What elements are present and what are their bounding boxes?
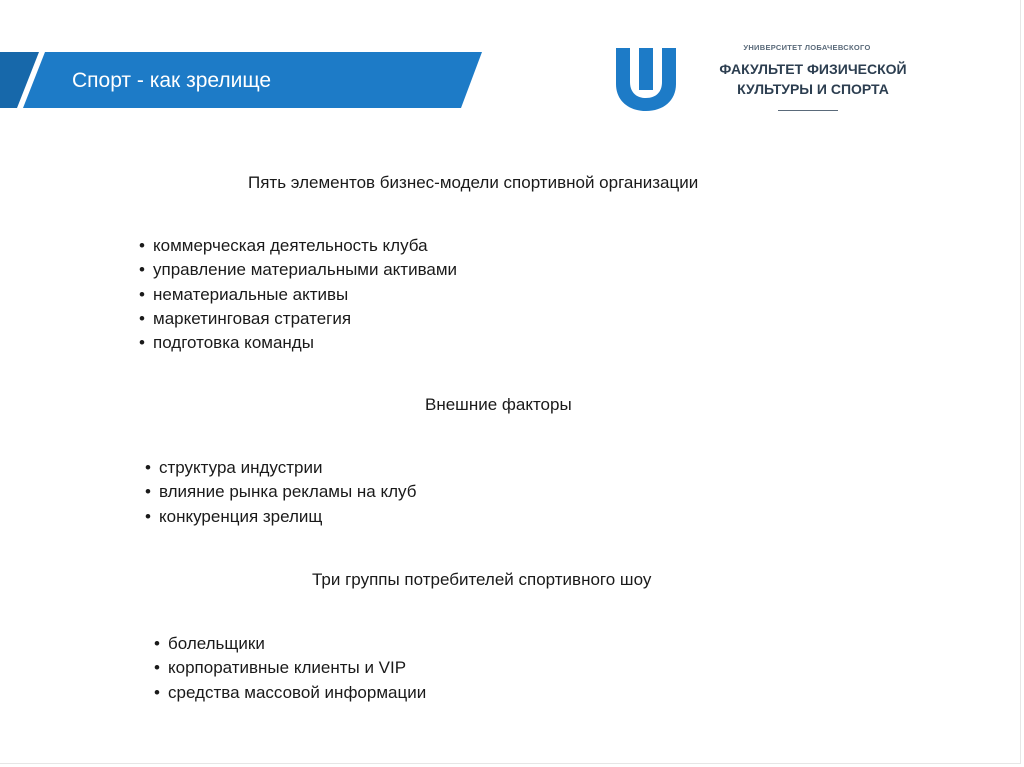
- business-model-list: [139, 234, 457, 355]
- list-item: • влияние рынка рекламы на клуб: [145, 480, 416, 504]
- logo-university-name: УНИВЕРСИТЕТ ЛОБАЧЕВСКОГО: [743, 43, 871, 52]
- list-item: • корпоративные клиенты и VIP: [154, 656, 426, 680]
- university-u-logo-icon: [614, 46, 678, 117]
- list-item: • нематериальные активы: [139, 283, 457, 307]
- external-factors-list: [145, 456, 416, 529]
- list-item: • средства массовой информации: [154, 681, 426, 705]
- slide-title: Спорт - как зрелище: [72, 69, 272, 92]
- list-item: • подготовка команды: [139, 331, 457, 355]
- logo-underline: [778, 110, 838, 111]
- section-heading-external-factors: Внешние факторы: [425, 395, 572, 414]
- section-heading-consumer-groups: Три группы потребителей спортивного шоу: [312, 570, 652, 589]
- list-item: • болельщики: [154, 632, 426, 656]
- list-item: • маркетинговая стратегия: [139, 307, 457, 331]
- logo-faculty-line-2: КУЛЬТУРЫ И СПОРТА: [737, 81, 889, 97]
- list-item: • управление материальными активами: [139, 258, 457, 282]
- consumer-groups-list: [154, 632, 426, 705]
- section-heading-business-model: Пять элементов бизнес-модели спортивной организации: [248, 173, 699, 192]
- logo-faculty-line-1: ФАКУЛЬТЕТ ФИЗИЧЕСКОЙ: [719, 61, 907, 77]
- list-item: • структура индустрии: [145, 456, 416, 480]
- list-item: • конкуренция зрелищ: [145, 505, 416, 529]
- list-item: • коммерческая деятельность клуба: [139, 234, 457, 258]
